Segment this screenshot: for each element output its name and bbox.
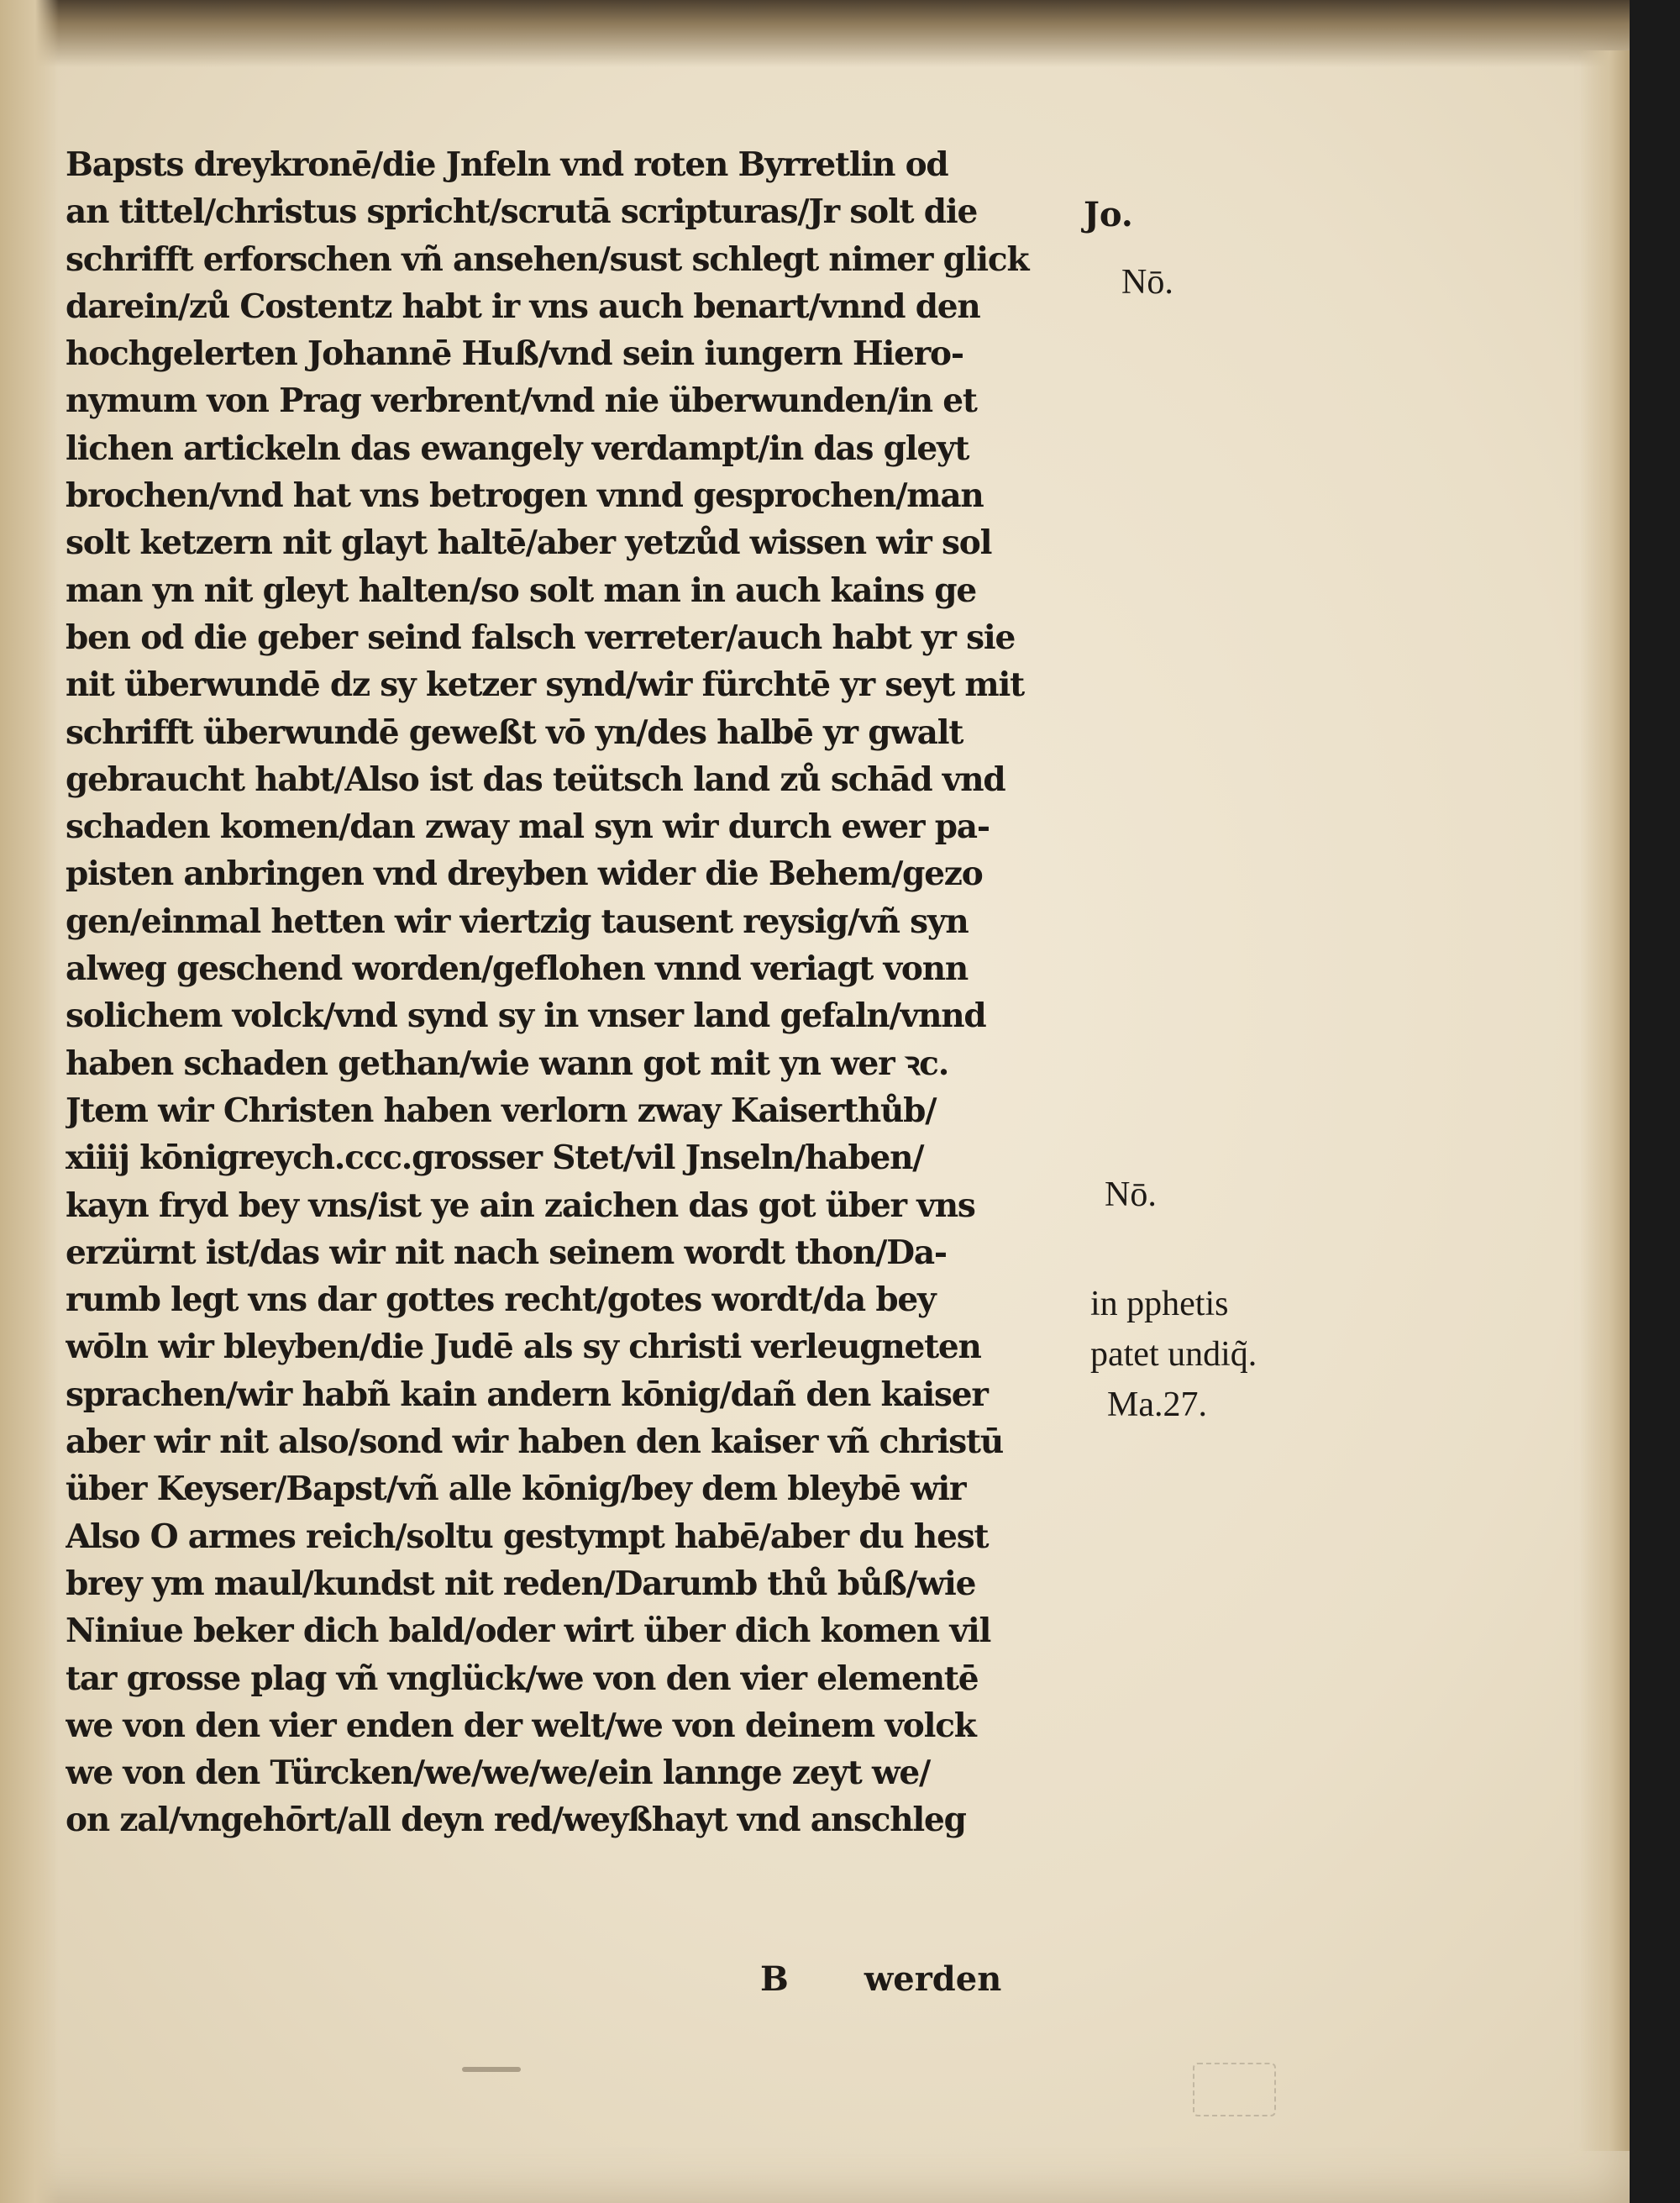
text-line: hochgelerten Johannē Huß/vnd sein iungern Hiero- xyxy=(66,334,963,374)
margin-note-ma-27: Ma.27. xyxy=(1107,1385,1207,1424)
margin-note-no-1: Nō. xyxy=(1121,263,1173,302)
text-line: kayn fryd bey vns/ist ye ain zaichen das got über vns xyxy=(66,1186,975,1225)
margin-note-patet-undique: patet undiq̃. xyxy=(1090,1335,1257,1374)
text-line: aber wir nit also/sond wir haben den kaiser vñ christū xyxy=(66,1422,1003,1462)
text-line: we von den Türcken/we/we/we/ein lannge zeyt we/ xyxy=(66,1753,931,1793)
text-line: brochen/vnd hat vns betrogen vnnd gesprochen/man xyxy=(66,476,984,516)
text-line: on zal/vngehōrt/all deyn red/weyßhayt vnd anschleg xyxy=(66,1801,966,1840)
text-line: brey ym maul/kundst nit reden/Darumb thů bůß/wie xyxy=(66,1564,976,1603)
text-line: an tittel/christus spricht/scrutā scripturas/Jr solt die xyxy=(66,192,978,232)
ink-smudge xyxy=(462,2067,521,2072)
text-line: solichem volck/vnd synd sy in vnser land gefaln/vnnd xyxy=(66,996,986,1036)
text-line: tar grosse plag vñ vnglück/we von den vier elementē xyxy=(66,1659,979,1698)
text-line: schrifft überwundē geweßt vō yn/des halbē yr gwalt xyxy=(66,712,963,752)
text-line: solt ketzern nit glayt haltē/aber yetzůd wissen wir sol xyxy=(66,523,992,563)
text-line: man yn nit gleyt halten/so solt man in auch kains ge xyxy=(66,570,976,610)
text-line: nymum von Prag verbrent/vnd nie überwunden/in et xyxy=(66,381,977,421)
text-line: ben od die geber seind falsch verreter/auch habt yr sie xyxy=(66,618,1016,657)
text-line: haben schaden gethan/wie wann got mit yn wer ꝛc. xyxy=(66,1044,949,1083)
text-line: nit überwundē dz sy ketzer synd/wir fürchtē yr seyt mit xyxy=(66,665,1024,705)
text-line: gen/einmal hetten wir viertzig tausent reysig/vñ syn xyxy=(66,902,969,941)
text-line: Also O armes reich/soltu gestympt habē/aber du hest xyxy=(66,1517,989,1556)
text-line: sprachen/wir habñ kain andern kōnig/dañ den kaiser xyxy=(66,1375,988,1414)
margin-note-in-prophetis: in pphetis xyxy=(1090,1285,1229,1323)
margin-note-jo: Jo. xyxy=(1084,195,1133,234)
text-line: alweg geschend worden/geflohen vnnd veriagt vonn xyxy=(66,949,969,989)
book-gutter xyxy=(0,0,59,2203)
signature-mark: B xyxy=(760,1959,789,1999)
text-line: schrifft erforschen vñ ansehen/sust schlegt nimer glick xyxy=(66,239,1029,279)
text-line: xiiij kōnigreych.ccc.grosser Stet/vil Jnseln/haben/ xyxy=(66,1138,924,1178)
text-line: darein/zů Costentz habt ir vns auch benart/vnnd den xyxy=(66,287,980,326)
text-line: Jtem wir Christen haben verlorn zway Kaiserthůb/ xyxy=(66,1091,937,1130)
text-line: gebraucht habt/Also ist das teütsch land zů schād vnd xyxy=(66,760,1005,799)
faint-library-stamp xyxy=(1193,2063,1276,2116)
page-top-shadow xyxy=(0,0,1630,67)
text-line: wōln wir bleyben/die Judē als sy christi verleugneten xyxy=(66,1328,981,1367)
text-line: lichen artickeln das ewangely verdampt/in das gleyt xyxy=(66,429,969,468)
text-line: über Keyser/Bapst/vñ alle kōnig/bey dem bleybē wir xyxy=(66,1470,966,1509)
catchword: werden xyxy=(864,1959,1002,1999)
catchword-line xyxy=(760,1959,1001,1999)
text-line: Bapsts dreykronē/die Jnfeln vnd roten Byrretlin od xyxy=(66,145,948,184)
margin-note-no-2: Nō. xyxy=(1105,1175,1157,1214)
text-line: schaden komen/dan zway mal syn wir durch ewer pa- xyxy=(66,807,990,847)
text-line: erzürnt ist/das wir nit nach seinem wordt thon/Da- xyxy=(66,1233,947,1272)
page-edge-shadow xyxy=(1579,50,1630,2151)
text-line: pisten anbringen vnd dreyben wider die Behem/gezo xyxy=(66,854,983,894)
text-line: rumb legt vns dar gottes recht/gotes wordt/da bey xyxy=(66,1280,936,1320)
text-line: we von den vier enden der welt/we von deinem volck xyxy=(66,1706,976,1745)
body-text-block xyxy=(66,141,1126,1844)
text-line: Niniue beker dich bald/oder wirt über dich komen vil xyxy=(66,1612,991,1651)
